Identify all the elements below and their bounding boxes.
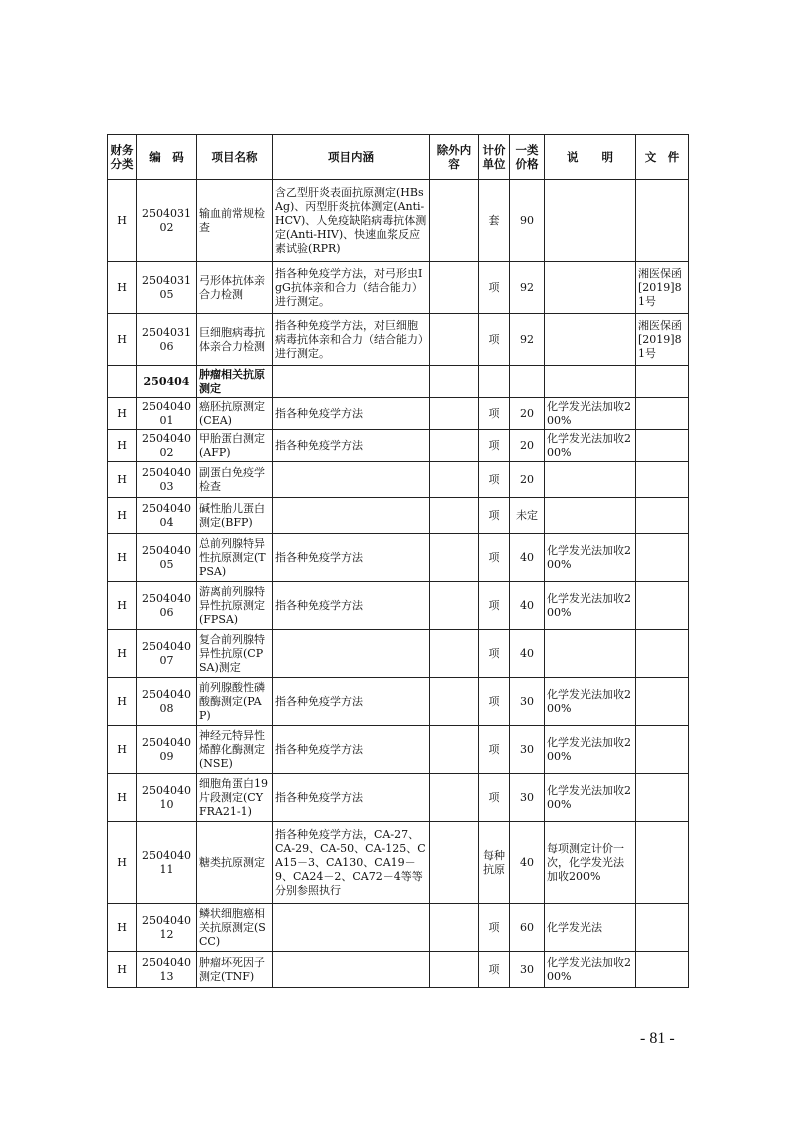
row-file <box>636 180 689 262</box>
row-code: 250404012 <box>137 904 197 952</box>
row-unit: 项 <box>479 398 510 430</box>
row-cat: H <box>108 822 137 904</box>
row-content: 指各种免疫学方法 <box>273 726 430 774</box>
row-code: 250404005 <box>137 534 197 582</box>
table-row <box>108 904 689 952</box>
row-note <box>545 262 636 314</box>
row-file <box>636 462 689 498</box>
row-unit: 项 <box>479 314 510 366</box>
row-content: 指各种免疫学方法，对巨细胞病毒抗体亲和合力（结合能力）进行测定。 <box>273 314 430 366</box>
table-row <box>108 726 689 774</box>
row-note <box>545 630 636 678</box>
row-code: 250404009 <box>137 726 197 774</box>
row-cat: H <box>108 726 137 774</box>
row-unit: 项 <box>479 534 510 582</box>
row-cat: H <box>108 904 137 952</box>
row-unit: 项 <box>479 630 510 678</box>
row-name: 甲胎蛋白测定(AFP) <box>197 430 273 462</box>
row-file <box>636 904 689 952</box>
row-name: 糖类抗原测定 <box>197 822 273 904</box>
row-name: 副蛋白免疫学检查 <box>197 462 273 498</box>
row-code: 250404006 <box>137 582 197 630</box>
table-row <box>108 180 689 262</box>
header-cat: 财务分类 <box>108 135 137 180</box>
row-unit: 项 <box>479 430 510 462</box>
row-excl <box>430 534 479 582</box>
row-content: 指各种免疫学方法 <box>273 678 430 726</box>
row-unit: 项 <box>479 262 510 314</box>
row-price: 20 <box>510 462 545 498</box>
row-content: 指各种免疫学方法，对弓形虫IgG抗体亲和合力（结合能力）进行测定。 <box>273 262 430 314</box>
row-content <box>273 904 430 952</box>
header-note: 说 明 <box>545 135 636 180</box>
row-excl <box>430 180 479 262</box>
row-code: 250404008 <box>137 678 197 726</box>
table-row <box>108 774 689 822</box>
row-cat <box>108 366 137 398</box>
header-name: 项目名称 <box>197 135 273 180</box>
row-note: 化学发光法加收200% <box>545 774 636 822</box>
row-note: 化学发光法加收200% <box>545 678 636 726</box>
table-row <box>108 630 689 678</box>
header-file: 文 件 <box>636 135 689 180</box>
row-content <box>273 952 430 988</box>
row-excl <box>430 822 479 904</box>
table-row <box>108 822 689 904</box>
row-content: 指各种免疫学方法 <box>273 534 430 582</box>
row-cat: H <box>108 774 137 822</box>
row-content: 指各种免疫学方法 <box>273 430 430 462</box>
row-content: 指各种免疫学方法，CA-27、CA-29、CA-50、CA-125、CA15－3、CA130、CA19－9、CA24－2、CA72－4等等分别参照执行 <box>273 822 430 904</box>
row-price: 40 <box>510 630 545 678</box>
row-unit: 项 <box>479 774 510 822</box>
row-content <box>273 498 430 534</box>
row-name: 神经元特异性烯醇化酶测定(NSE) <box>197 726 273 774</box>
table-group-row <box>108 366 689 398</box>
row-name: 前列腺酸性磷酸酶测定(PAP) <box>197 678 273 726</box>
row-unit: 每种抗原 <box>479 822 510 904</box>
table-row <box>108 398 689 430</box>
row-cat: H <box>108 314 137 366</box>
row-file <box>636 822 689 904</box>
row-unit: 项 <box>479 952 510 988</box>
row-unit <box>479 366 510 398</box>
row-content: 指各种免疫学方法 <box>273 398 430 430</box>
row-name: 癌胚抗原测定(CEA) <box>197 398 273 430</box>
row-excl <box>430 430 479 462</box>
row-note: 每项测定计价一次，化学发光法加收200% <box>545 822 636 904</box>
header-unit: 计价单位 <box>479 135 510 180</box>
row-cat: H <box>108 678 137 726</box>
row-excl <box>430 366 479 398</box>
table-row <box>108 498 689 534</box>
table-body <box>108 180 689 988</box>
row-unit: 项 <box>479 904 510 952</box>
header-content: 项目内涵 <box>273 135 430 180</box>
table-row <box>108 678 689 726</box>
row-file <box>636 582 689 630</box>
row-excl <box>430 904 479 952</box>
row-excl <box>430 774 479 822</box>
row-cat: H <box>108 462 137 498</box>
row-file <box>636 430 689 462</box>
row-excl <box>430 630 479 678</box>
table-row <box>108 262 689 314</box>
row-content <box>273 630 430 678</box>
header-excl: 除外内容 <box>430 135 479 180</box>
row-cat: H <box>108 180 137 262</box>
row-file <box>636 366 689 398</box>
row-price: 60 <box>510 904 545 952</box>
row-cat: H <box>108 398 137 430</box>
row-note <box>545 366 636 398</box>
table-row <box>108 952 689 988</box>
row-content: 含乙型肝炎表面抗原测定(HBsAg)、丙型肝炎抗体测定(Anti-HCV)、人免疫缺陷病毒抗体测定(Anti-HIV)、快速血浆反应素试验(RPR) <box>273 180 430 262</box>
row-note: 化学发光法加收200% <box>545 534 636 582</box>
table-row <box>108 582 689 630</box>
row-file <box>636 726 689 774</box>
row-excl <box>430 262 479 314</box>
row-price: 未定 <box>510 498 545 534</box>
row-content <box>273 366 430 398</box>
row-file: 湘医保函[2019]81号 <box>636 262 689 314</box>
row-excl <box>430 952 479 988</box>
row-cat: H <box>108 498 137 534</box>
row-cat: H <box>108 582 137 630</box>
row-file <box>636 630 689 678</box>
row-code: 250404010 <box>137 774 197 822</box>
table-row <box>108 462 689 498</box>
row-note: 化学发光法 <box>545 904 636 952</box>
row-price: 92 <box>510 262 545 314</box>
row-note: 化学发光法加收200% <box>545 952 636 988</box>
row-name: 总前列腺特异性抗原测定(TPSA) <box>197 534 273 582</box>
row-price: 40 <box>510 534 545 582</box>
row-name: 复合前列腺特异性抗原(CPSA)测定 <box>197 630 273 678</box>
row-name: 肿瘤坏死因子测定(TNF) <box>197 952 273 988</box>
header-code: 编 码 <box>137 135 197 180</box>
row-price: 90 <box>510 180 545 262</box>
row-excl <box>430 498 479 534</box>
row-excl <box>430 462 479 498</box>
row-note <box>545 180 636 262</box>
row-file <box>636 678 689 726</box>
row-code: 250404011 <box>137 822 197 904</box>
row-price: 92 <box>510 314 545 366</box>
row-name: 弓形体抗体亲合力检测 <box>197 262 273 314</box>
row-cat: H <box>108 952 137 988</box>
row-note <box>545 462 636 498</box>
row-content: 指各种免疫学方法 <box>273 774 430 822</box>
row-excl <box>430 314 479 366</box>
row-note: 化学发光法加收200% <box>545 398 636 430</box>
page-number: - 81 - <box>640 1030 675 1047</box>
table-row <box>108 430 689 462</box>
row-code: 250403102 <box>137 180 197 262</box>
row-price: 20 <box>510 430 545 462</box>
row-file <box>636 534 689 582</box>
row-excl <box>430 726 479 774</box>
row-name: 鳞状细胞癌相关抗原测定(SCC) <box>197 904 273 952</box>
row-unit: 项 <box>479 582 510 630</box>
row-cat: H <box>108 430 137 462</box>
row-note: 化学发光法加收200% <box>545 582 636 630</box>
row-excl <box>430 678 479 726</box>
row-content <box>273 462 430 498</box>
row-name: 肿瘤相关抗原测定 <box>197 366 273 398</box>
row-unit: 项 <box>479 498 510 534</box>
row-price: 40 <box>510 822 545 904</box>
row-note <box>545 498 636 534</box>
row-name: 细胞角蛋白19片段测定(CYFRA21-1) <box>197 774 273 822</box>
table-row <box>108 314 689 366</box>
row-price: 30 <box>510 678 545 726</box>
row-price: 20 <box>510 398 545 430</box>
row-cat: H <box>108 630 137 678</box>
row-name: 巨细胞病毒抗体亲合力检测 <box>197 314 273 366</box>
row-cat: H <box>108 534 137 582</box>
price-table <box>107 134 689 988</box>
row-code: 250404013 <box>137 952 197 988</box>
row-code: 250403106 <box>137 314 197 366</box>
row-price: 30 <box>510 952 545 988</box>
row-cat: H <box>108 262 137 314</box>
row-code: 250404004 <box>137 498 197 534</box>
row-content: 指各种免疫学方法 <box>273 582 430 630</box>
row-code: 250404001 <box>137 398 197 430</box>
row-name: 碱性胎儿蛋白测定(BFP) <box>197 498 273 534</box>
row-file: 湘医保函[2019]81号 <box>636 314 689 366</box>
row-excl <box>430 582 479 630</box>
row-excl <box>430 398 479 430</box>
row-note <box>545 314 636 366</box>
row-price: 40 <box>510 582 545 630</box>
row-file <box>636 952 689 988</box>
row-name: 输血前常规检查 <box>197 180 273 262</box>
row-code: 250404 <box>137 366 197 398</box>
row-note: 化学发光法加收200% <box>545 430 636 462</box>
table-header-row <box>108 135 689 180</box>
row-unit: 项 <box>479 462 510 498</box>
row-file <box>636 774 689 822</box>
row-unit: 套 <box>479 180 510 262</box>
row-code: 250404007 <box>137 630 197 678</box>
row-code: 250404003 <box>137 462 197 498</box>
header-price: 一类价格 <box>510 135 545 180</box>
row-name: 游离前列腺特异性抗原测定(FPSA) <box>197 582 273 630</box>
row-file <box>636 398 689 430</box>
row-file <box>636 498 689 534</box>
row-price: 30 <box>510 726 545 774</box>
row-unit: 项 <box>479 726 510 774</box>
row-note: 化学发光法加收200% <box>545 726 636 774</box>
row-price <box>510 366 545 398</box>
row-unit: 项 <box>479 678 510 726</box>
row-code: 250404002 <box>137 430 197 462</box>
row-price: 30 <box>510 774 545 822</box>
row-code: 250403105 <box>137 262 197 314</box>
table-row <box>108 534 689 582</box>
